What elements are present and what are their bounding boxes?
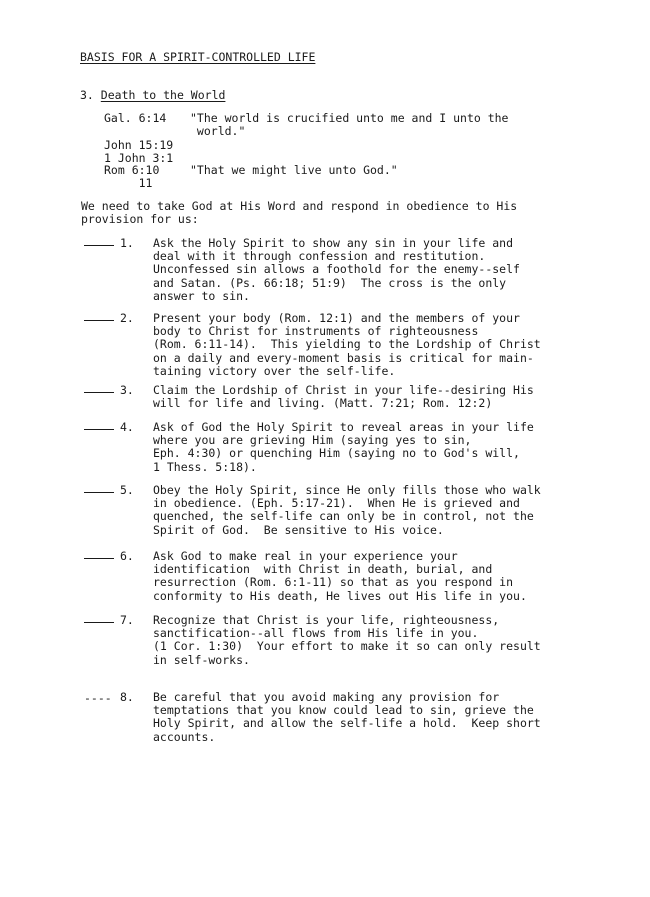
item-number: 4. [120, 420, 134, 434]
reference-quote: "That we might live unto God." [190, 163, 398, 177]
section-heading [80, 89, 225, 102]
item-number: 5. [120, 483, 134, 497]
item-number: 2. [120, 311, 134, 325]
response-blank: ---- [84, 691, 112, 705]
item-text: Recognize that Christ is your life, righteousness, sanctification--all flows from His life in you. (1 Cor. 1:30) Your effort to make it so can only result in self-works. [153, 613, 541, 667]
response-blank [84, 245, 114, 246]
item-number: 6. [120, 549, 134, 563]
section-number: 3. [80, 88, 94, 102]
item-text: Be careful that you avoid making any provision for temptations that you know could lead to sin, grieve the Holy Spirit, and allow the self-life a hold. Keep short accounts. [153, 690, 541, 744]
response-blank [84, 492, 114, 493]
item-number: 1. [120, 236, 134, 250]
response-blank [84, 558, 114, 559]
reference-label: 1 John 3:1 [104, 151, 174, 165]
item-text: Ask God to make real in your experience your identification with Christ in death, burial, and resurrection (Rom. 6:1-11) so that as you respond in conformity to His death, He lives out His life in you. [153, 549, 527, 603]
item-text: Present your body (Rom. 12:1) and the members of your body to Christ for instruments of righteousness (Rom. 6:11-14). This yielding to the Lordship of Christ on a daily and every-moment basis is critical for main- taining victory over the self-life. [153, 311, 541, 378]
reference-label: John 15:19 [104, 138, 174, 152]
item-text: Ask of God the Holy Spirit to reveal areas in your life where you are grieving Him (saying yes to sin, Eph. 4:30) or quenching Him (saying no to God's will, 1 Thess. 5:18). [153, 420, 534, 474]
item-number: 3. [120, 383, 134, 397]
item-number: 7. [120, 613, 134, 627]
item-number: 8. [120, 690, 134, 704]
reference-quote: "The world is crucified unto me and I unto the world." [190, 111, 509, 139]
item-text: Claim the Lordship of Christ in your life--desiring His will for life and living. (Matt. 7:21; Rom. 12:2) [153, 383, 534, 411]
document-title: BASIS FOR A SPIRIT-CONTROLLED LIFE [80, 50, 316, 64]
item-text: Ask the Holy Spirit to show any sin in your life and deal with it through confession and restitution. Unconfessed sin allows a foothold for the enemy--self and Satan. (Ps. 66:18; 51:9) The cross is the only answer to sin. [153, 236, 520, 303]
reference-label: Gal. 6:14 [104, 111, 167, 125]
response-blank [84, 622, 114, 623]
item-text: Obey the Holy Spirit, since He only fills those who walk in obedience. (Eph. 5:17-21). When He is grieved and quenched, the self-life can only be in control, not the Spirit of God. Be sensitive to His voice. [153, 483, 541, 537]
reference-label: Rom 6:10 11 [104, 163, 160, 191]
section-title: Death to the World [100, 88, 226, 102]
response-blank [84, 392, 114, 393]
response-blank [84, 320, 114, 321]
intro-paragraph: We need to take God at His Word and respond in obedience to His provision for us: [81, 199, 518, 227]
response-blank [84, 429, 114, 430]
